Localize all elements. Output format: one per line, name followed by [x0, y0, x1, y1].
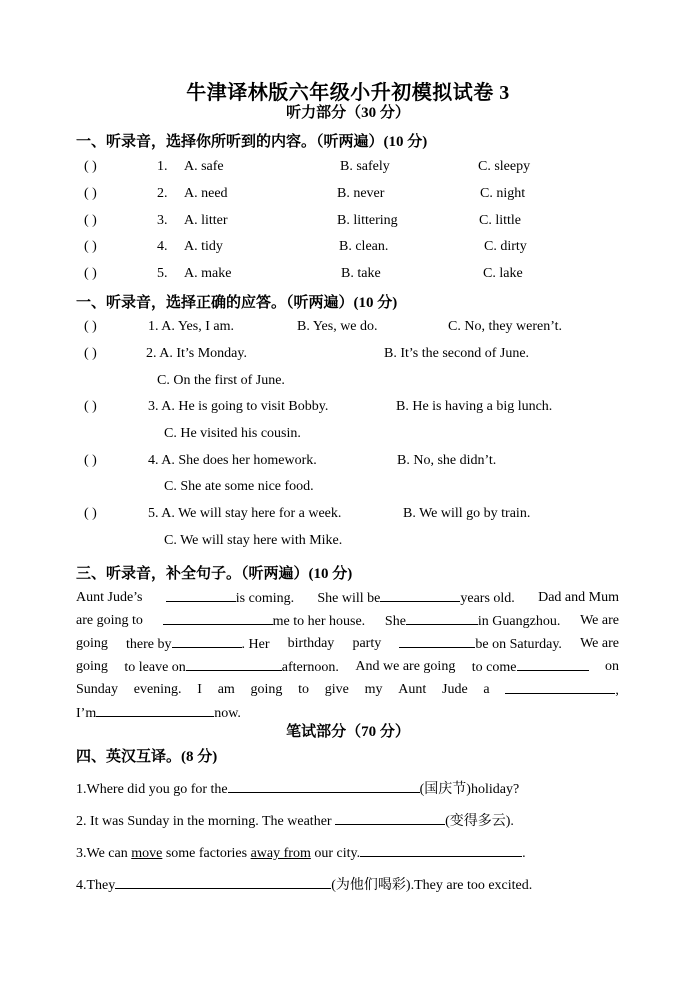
- option-b: B. safely: [340, 159, 390, 174]
- underlined-phrase: away from: [250, 846, 311, 861]
- option-c: C. sleepy: [478, 159, 531, 174]
- passage-text: evening.: [133, 682, 182, 697]
- passage-text: afternoon.: [281, 660, 339, 675]
- passage-text: We are: [580, 636, 619, 651]
- answer-paren[interactable]: ( ): [84, 266, 97, 281]
- passage-text: going: [76, 659, 108, 674]
- passage-text: in Guangzhou.: [477, 614, 561, 629]
- option-a: A. make: [184, 266, 232, 281]
- option-a: A. safe: [184, 159, 224, 174]
- option-b: B. No, she didn’t.: [397, 453, 497, 468]
- passage-text: give: [324, 682, 349, 697]
- underlined-phrase: move: [131, 846, 163, 861]
- option-a: A. tidy: [184, 239, 223, 254]
- passage-text: a: [483, 682, 490, 697]
- answer-paren[interactable]: ( ): [84, 239, 97, 254]
- option-c: C. We will stay here with Mike.: [164, 533, 343, 548]
- option-b: B. It’s the second of June.: [384, 346, 530, 361]
- writing-part-subtitle: 笔试部分（70 分）: [286, 724, 410, 740]
- option-b: B. clean.: [339, 239, 389, 254]
- passage-line: [76, 678, 619, 701]
- section3-passage: [76, 586, 619, 724]
- answer-paren[interactable]: ( ): [84, 159, 97, 174]
- passage-text: She will be: [317, 591, 381, 606]
- passage-text: ,: [615, 683, 619, 698]
- passage-text: going: [76, 636, 108, 651]
- fill-blank[interactable]: [96, 701, 214, 717]
- fill-blank[interactable]: [115, 873, 331, 889]
- passage-text: party: [352, 636, 382, 651]
- passage-text: to come: [471, 660, 517, 675]
- option-a: 2. A. It’s Monday.: [146, 346, 247, 361]
- option-c: C. No, they weren’t.: [448, 319, 563, 334]
- answer-paren[interactable]: ( ): [84, 506, 97, 521]
- listening-part-subtitle: 听力部分（30 分）: [286, 105, 410, 121]
- passage-text: I: [197, 682, 202, 697]
- fill-blank[interactable]: [172, 632, 242, 648]
- fill-blank[interactable]: [163, 609, 273, 625]
- passage-text: I’m: [76, 706, 97, 721]
- passage-text: We are: [580, 613, 619, 628]
- translation-question-1: [76, 777, 519, 798]
- question-number: 5.: [157, 266, 168, 281]
- passage-text: am: [217, 682, 235, 697]
- answer-paren[interactable]: ( ): [84, 186, 97, 201]
- passage-text: And we are going: [355, 659, 456, 674]
- passage-text: Dad and Mum: [538, 590, 619, 605]
- passage-text: to leave on: [124, 660, 186, 675]
- option-a: 5. A. We will stay here for a week.: [148, 506, 342, 521]
- option-b: B. We will go by train.: [403, 506, 531, 521]
- passage-text: . Her: [241, 637, 270, 652]
- translation-question-4: [76, 873, 532, 894]
- passage-text: Aunt: [398, 682, 427, 697]
- section2-heading: 一、听录音，选择正确的应答。（听两遍）(10 分): [76, 295, 398, 311]
- passage-text: Sunday: [76, 682, 118, 697]
- answer-paren[interactable]: ( ): [84, 319, 97, 334]
- passage-text: on: [604, 659, 619, 674]
- passage-text: to: [298, 682, 310, 697]
- answer-paren[interactable]: ( ): [84, 399, 97, 414]
- fill-blank[interactable]: [406, 609, 478, 625]
- option-b: B. take: [341, 266, 381, 281]
- passage-text: Jude: [442, 682, 468, 697]
- fill-blank[interactable]: [505, 678, 615, 694]
- section1-heading: 一、听录音，选择你所听到的内容。（听两遍）(10 分): [76, 134, 428, 150]
- passage-text: going: [250, 682, 283, 697]
- option-a: 3. A. He is going to visit Bobby.: [148, 399, 329, 414]
- question-number: 2.: [157, 186, 168, 201]
- option-c: C. night: [480, 186, 526, 201]
- fill-blank[interactable]: [166, 586, 236, 602]
- question-text: 2. It was Sunday in the morning. The weather: [76, 814, 332, 829]
- answer-paren[interactable]: ( ): [84, 453, 97, 468]
- passage-text: be on Saturday.: [475, 637, 562, 652]
- question-text: 4.They: [76, 878, 116, 893]
- fill-blank[interactable]: [380, 586, 460, 602]
- answer-paren[interactable]: ( ): [84, 213, 97, 228]
- exam-title: 牛津译林版六年级小升初模拟试卷 3: [186, 82, 510, 104]
- passage-text: is coming.: [235, 591, 295, 606]
- option-c: C. He visited his cousin.: [164, 426, 301, 441]
- option-b: B. He is having a big lunch.: [396, 399, 553, 414]
- option-c: C. lake: [483, 266, 523, 281]
- question-text: They are too excited.: [414, 878, 533, 893]
- passage-text: She: [384, 614, 406, 629]
- question-text: some factories: [165, 846, 248, 861]
- question-text: 1.Where did you go for the: [76, 782, 228, 797]
- question-number: 4.: [157, 239, 168, 254]
- option-a: A. litter: [184, 213, 228, 228]
- section4-heading: 四、英汉互译。(8 分): [76, 749, 218, 765]
- fill-blank[interactable]: [228, 777, 420, 793]
- passage-text: now.: [214, 706, 241, 721]
- fill-blank[interactable]: [517, 655, 589, 671]
- question-text: holiday?: [470, 782, 520, 797]
- fill-blank[interactable]: [360, 841, 522, 857]
- chinese-hint: (国庆节): [419, 782, 471, 797]
- option-b: B. littering: [337, 213, 398, 228]
- passage-text: me to her house.: [272, 614, 366, 629]
- chinese-hint: (变得多云).: [445, 814, 514, 829]
- translation-question-3: 3.We can move some factories away from our city. .: [76, 841, 526, 862]
- option-a: 4. A. She does her homework.: [148, 453, 317, 468]
- fill-blank[interactable]: [335, 809, 445, 825]
- option-c: C. She ate some nice food.: [164, 479, 314, 494]
- question-text: our city.: [314, 846, 361, 861]
- passage-line: [76, 632, 619, 655]
- chinese-hint: (为他们喝彩).: [331, 878, 415, 893]
- passage-text: are going to: [76, 613, 143, 628]
- option-c: C. dirty: [484, 239, 527, 254]
- option-b: B. Yes, we do.: [297, 319, 378, 334]
- passage-line: [76, 655, 619, 678]
- passage-text: there by: [126, 637, 172, 652]
- option-c: C. On the first of June.: [157, 373, 285, 388]
- answer-paren[interactable]: ( ): [84, 346, 97, 361]
- translation-question-2: [76, 809, 514, 830]
- fill-blank[interactable]: [186, 655, 282, 671]
- passage-line: [76, 586, 619, 609]
- passage-text: Aunt Jude’s: [76, 590, 143, 605]
- section3-heading: 三、听录音，补全句子。（听两遍）(10 分): [76, 566, 353, 582]
- question-number: 1.: [157, 159, 168, 174]
- fill-blank[interactable]: [399, 632, 475, 648]
- option-a: A. need: [184, 186, 228, 201]
- passage-text: my: [364, 682, 383, 697]
- option-c: C. little: [479, 213, 521, 228]
- question-text: 3.We can: [76, 846, 128, 861]
- passage-text: birthday: [287, 636, 335, 651]
- option-b: B. never: [337, 186, 385, 201]
- passage-text: years old.: [460, 591, 515, 606]
- option-a: 1. A. Yes, I am.: [148, 319, 234, 334]
- question-number: 3.: [157, 213, 168, 228]
- passage-line: [76, 609, 619, 632]
